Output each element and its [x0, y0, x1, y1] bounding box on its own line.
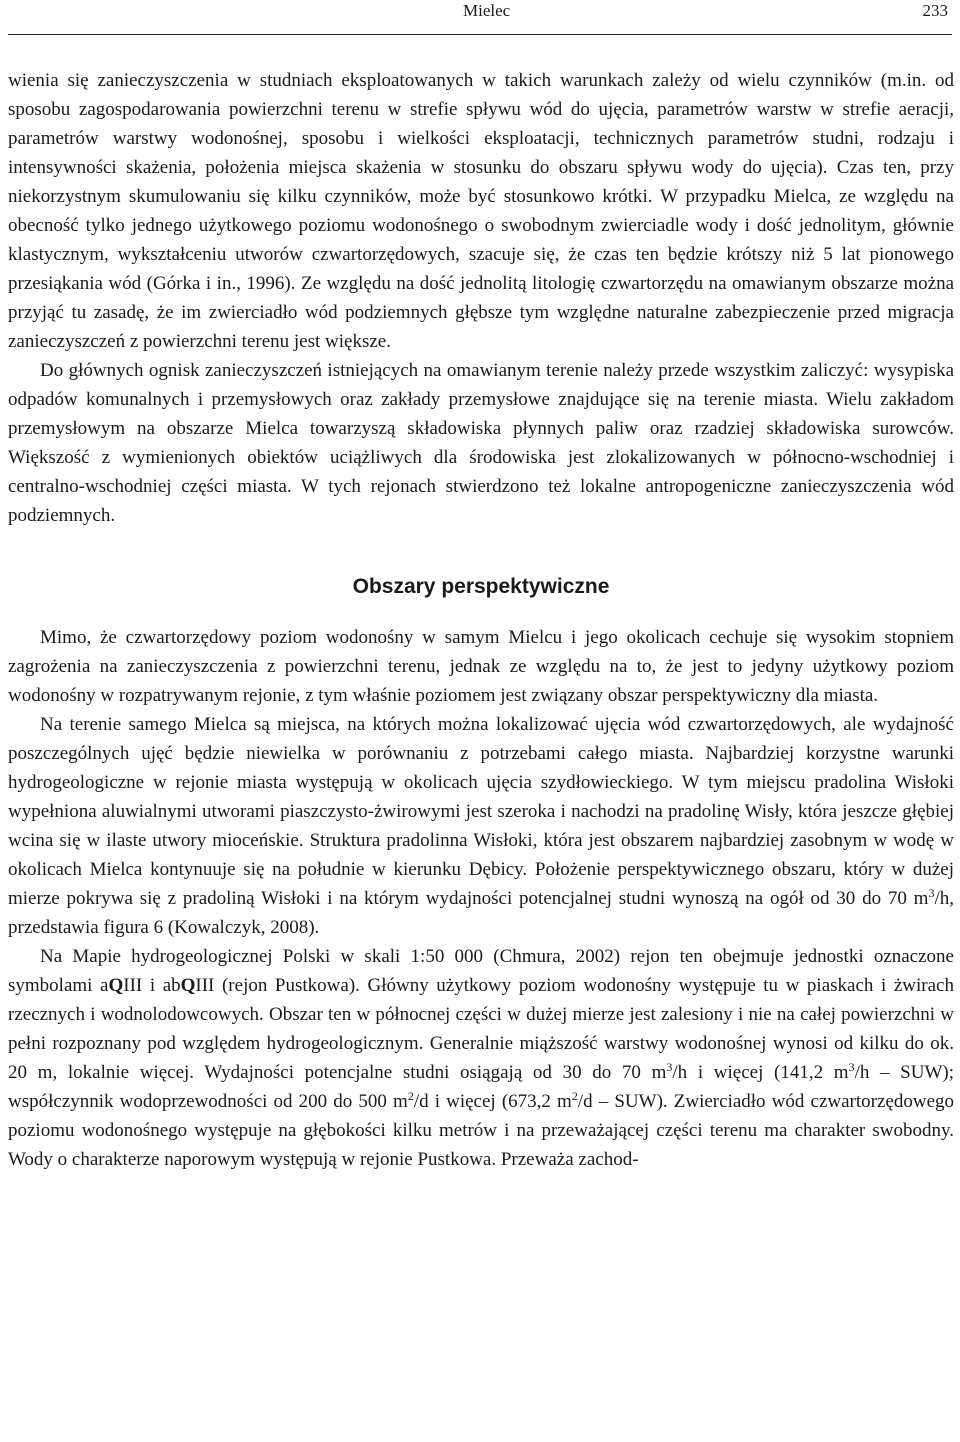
superscript: 2: [571, 1089, 578, 1103]
running-title: Mielec: [463, 1, 511, 20]
section-heading: Obszary perspektywiczne: [352, 575, 610, 598]
text-run: III (rejon Pustkowa). Główny użytkowy poziom wodonośny występuje tu w piaskach i żwirach rzecznych i wodnolodowcowych. Obszar ten w północnej części w dużej mierze jest zalesiony i nie na całej powierzchni w pełni rozpoznany pod względem hydrogeologicznym. Generalnie miąższość warstwy wodonośnej wynosi od kilku do ok. 20 m, lokalnie więcej. Wydajności potencjalne studni osiągają od 30 do 70 m: [8, 975, 954, 1083]
paragraph-perspective-intro: Mimo, że czwartorzędowy poziom wodonośny w samym Mielcu i jego okolicach cechuje się wysokim stopniem zagrożenia na zanieczyszczenia z powierzchni terenu, jednak ze względu na to, że jest to jedyny użytkowy poziom wodonośny w rozpatrywanym rejonie, z tym właśnie poziomem jest związany obszar perspektywiczny dla miasta.: [8, 627, 954, 706]
paragraph-hydrogeological-map: [8, 942, 954, 1174]
page-body: [8, 66, 954, 1174]
paragraph-perspective-area: [8, 710, 954, 942]
text-run: /h i więcej (141,2 m: [672, 1062, 849, 1083]
superscript: 3: [848, 1060, 855, 1074]
text-run: Na Mapie hydrogeologicznej Polski w skali 1:50 000 (Chmura, 2002) rejon ten obejmuje jednostki oznaczone symbolami a: [8, 946, 954, 996]
paragraph-pollution-sources: Do głównych ognisk zanieczyszczeń istniejących na omawianym terenie należy przede wszystkim zaliczyć: wysypiska odpadów komunalnych i przemysłowych oraz zakłady przemysłowe znajdujące się na terenie miasta. Wielu zakładom przemysłowym na obszarze Mielca towarzyszą składowiska płynnych paliw oraz rzadziej składowiska surowców. Większość z wymienionych obiektów uciążliwych dla środowiska jest zlokalizowanych w północno-wschodniej i centralno-wschodniej części miasta. W tych rejonach stwierdzono też lokalne antropogeniczne zanieczyszczenia wód podziemnych.: [8, 360, 954, 526]
paragraph-continued: wienia się zanieczyszczenia w studniach eksploatowanych w takich warunkach zależy od wielu czynników (m.in. od sposobu zagospodarowania powierzchni terenu w strefie spływu wód do ujęcia, parametrów warstw w strefie aeracji, parametrów warstwy wodonośnej, sposobu i wielkości eksploatacji, technicznych parametrów studni, rodzaju i intensywności skażenia, położenia miejsca skażenia w stosunku do obszaru spływu wody do ujęcia). Czas ten, przy niekorzystnym skumulowaniu się kilku czynników, może być stosunkowo krótki. W przypadku Mielca, ze względu na obecność tylko jednego użytkowego poziomu wodonośnego o swobodnym zwierciadle wody i dość jednolitym, głównie klastycznym, wykształceniu utworów czwartorzędowych, szacuje się, że czas ten będzie krótszy niż 5 lat pionowego przesiąkania wód (Górka i in., 1996). Ze względu na dość jednolitą litologię czwartorzędu na omawianym obszarze można przyjąć tu zasadę, że im zwierciadło wód podziemnych głębsze tym względne naturalne zabezpieczenie przed migracja zanieczyszczeń z powierzchni terenu jest większe.: [8, 70, 954, 352]
superscript: 2: [407, 1089, 414, 1103]
symbol-q: Q: [180, 975, 196, 996]
text-run: /d i więcej (673,2 m: [413, 1091, 572, 1112]
text-run: III i ab: [123, 975, 181, 996]
text-run: /d – SUW). Zwierciadło wód czwartorzędowego poziomu wodonośnego występuje na głębokości kilku metrów i na przeważającej części terenu ma charakter swobodny. Wody o charakterze naporowym występują w rejonie Pustkowa. Przeważa zachod-: [8, 1091, 954, 1170]
page-header: [8, 0, 952, 35]
superscript: 3: [666, 1060, 673, 1074]
symbol-q: Q: [108, 975, 124, 996]
text-run: Na terenie samego Mielca są miejsca, na których można lokalizować ujęcia wód czwartorzędowych, ale wydajność poszczególnych ujęć będzie niewielka w porównaniu z potrzebami całego miasta. Najbardziej korzystne warunki hydrogeologiczne w rejonie miasta występują w okolicach ujęcia szydłowieckiego. W tym miejscu pradolina Wisłoki wypełniona aluwialnymi utworami piaszczysto-żwirowymi jest szeroka i nachodzi na pradolinę Wisły, która jeszcze głębiej wcina się w ilaste utwory mioceńskie. Struktura pradolinna Wisłoki, która jest obszarem najbardziej zasobnym w wodę w okolicach Mielca kontynuuje się na południe w kierunku Dębicy. Położenie perspektywicznego obszaru, który w dużej mierze pokrywa się z pradoliną Wisłoki i na którym wydajności potencjalnej studni wynoszą na ogół od 30 do 70 m: [8, 714, 954, 909]
page-number: 233: [922, 1, 948, 20]
text-run: /h – SUW); współczynnik wodoprzewodności od 200 do 500 m: [8, 1062, 955, 1112]
superscript: 3: [928, 886, 935, 900]
text-run: /h, przedstawia figura 6 (Kowalczyk, 2008).: [8, 888, 954, 938]
